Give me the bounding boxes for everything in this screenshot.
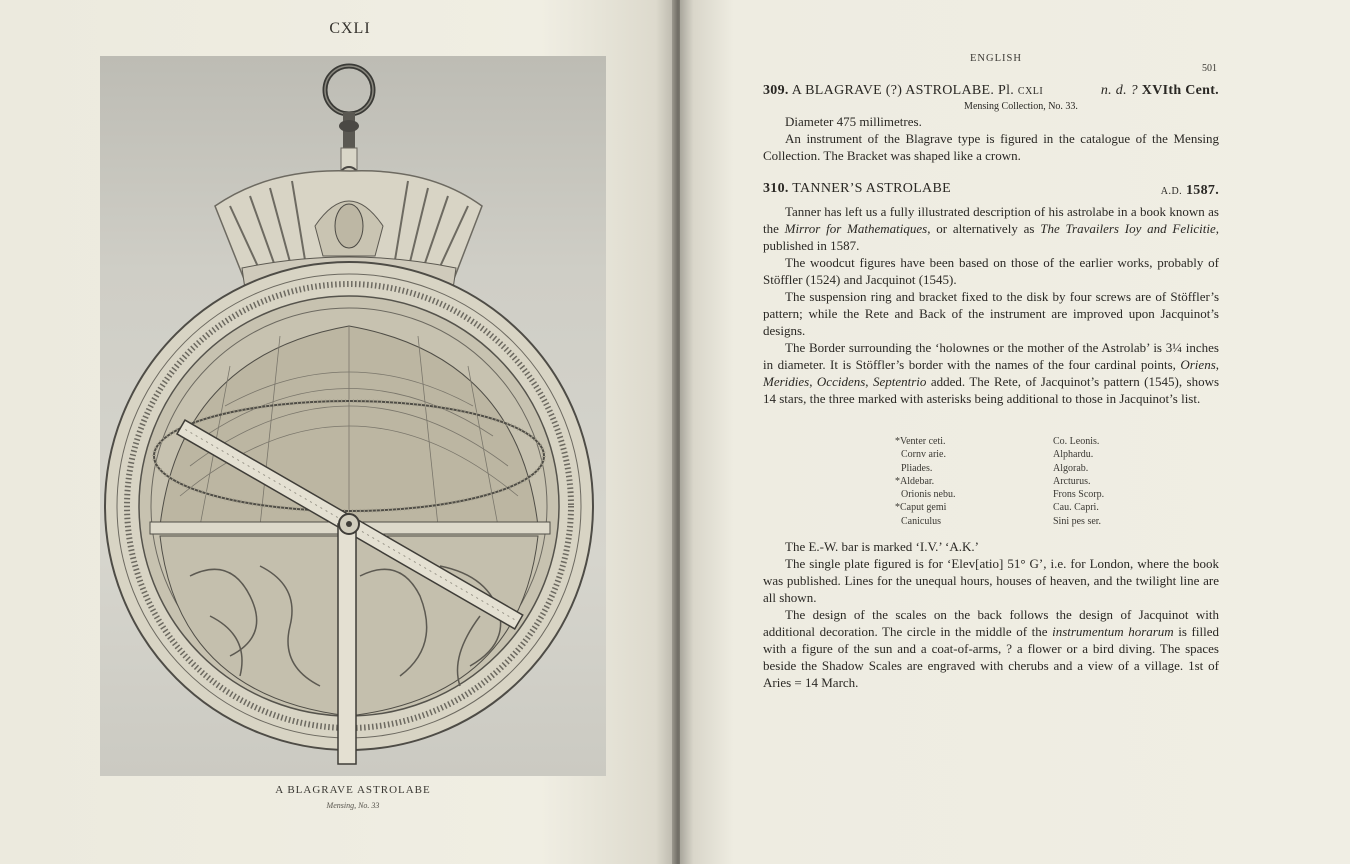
entry-309-plate-number: CXLI [1017, 86, 1044, 97]
entry-310-para-1 [763, 203, 1219, 254]
para-4-sep-1: , [1215, 357, 1219, 372]
star-item: Algorab. [1053, 462, 1089, 474]
entry-310-heading [763, 180, 1219, 197]
entry-309-date: n. d. ? [1100, 83, 1138, 98]
star-item: Cau. Capri. [1053, 502, 1099, 514]
para-4-text-b: added. The Rete, of Jacquinot’s pattern (1545), shows 14 stars, the three marked with asterisks being additional to those in Jacquinot’s list. [763, 374, 1220, 406]
para-4-sep-3: , [865, 374, 873, 389]
entry-309-number: 309. [763, 83, 789, 98]
entry-309-plate: Pl. [998, 83, 1015, 98]
entry-310-para-6: The single plate figured is for ‘Elev[atio] 51° G’, i.e. for London, where the book was published. Lines for the unequal hours, houses of heaven, and the twilight line are all shown. [763, 556, 1219, 605]
star-item: Co. Leonis. [1053, 436, 1100, 447]
book-title-travailers: The Travailers Ioy and Felicitie [1040, 221, 1216, 236]
entry-310-para-4 [763, 339, 1219, 407]
entry-310-continued [763, 538, 1219, 691]
star-item: Frons Scorp. [1053, 489, 1105, 501]
star-item: *Caput gemi [895, 502, 947, 514]
cardinal-oriens: Oriens [1180, 357, 1216, 372]
para-1-text-b: , or alternatively as [927, 221, 1041, 236]
entry-310-title: TANNER’S ASTROLABE [792, 181, 951, 196]
para-7-text-b: is filled with a figure of the sun and a coat-of-arms, ? a flower or a bird diving. The spaces beside the Shadow Scales are engraved with cherubs and a view of a village. 1st of Aries = 14 March. [763, 624, 1219, 690]
right-page [680, 0, 1350, 864]
entry-309-diameter: Diameter 475 millimetres. [785, 114, 922, 129]
para-4-text-a: The Border surrounding the ‘holownes or the mother of the Astrolab’ is 3¼ inches in diameter. It is Stöffler’s border with the names of the four cardinal points, [763, 340, 1219, 372]
entry-309-heading [763, 82, 1219, 100]
photo-subcaption: Mensing, No. 33 [326, 801, 380, 810]
star-item: *Aldebar. [895, 475, 935, 487]
term-instrumentum-horarum: instrumentum horarum [1052, 624, 1174, 639]
entry-310 [763, 180, 1219, 407]
photo-caption: A BLAGRAVE ASTROLABE [275, 784, 431, 796]
astrolabe-illustration [100, 56, 606, 776]
entry-309 [763, 82, 1219, 164]
entry-310-number: 310. [763, 181, 789, 196]
entry-310-para-5: The E.-W. bar is marked ‘I.V.’ ‘A.K.’ [785, 539, 979, 554]
book-title-mirror: Mirror for Mathematiques [784, 221, 928, 236]
para-1-text-c: , published in 1587. [763, 221, 1219, 253]
entry-309-description: An instrument of the Blagrave type is figured in the catalogue of the Mensing Collection. The Bracket was shaped like a crown. [763, 131, 1219, 163]
cardinal-septentrio: Septentrio [872, 374, 927, 389]
entry-309-title: A BLAGRAVE (?) ASTROLABE. [791, 83, 995, 98]
star-item: Cornv arie. [901, 449, 946, 461]
star-list-column-2 [1053, 435, 1173, 528]
star-item: Pliades. [901, 462, 933, 474]
star-item: Alphardu. [1053, 449, 1094, 461]
astrolabe-photo [100, 56, 606, 776]
star-item: Arcturus. [1053, 475, 1091, 487]
running-head: ENGLISH [970, 53, 1022, 64]
entry-310-para-3: The suspension ring and bracket fixed to the disk by four screws are of Stöffler’s pattern; while the Rete and Back of the instrument are improved upon Jacquinot’s designs. [763, 289, 1219, 338]
entry-310-para-7 [763, 606, 1219, 691]
star-list-column-1 [895, 435, 1015, 528]
star-item: Caniculus [901, 515, 941, 527]
plate-number: CXLI [329, 20, 371, 37]
star-item: *Venter ceti. [895, 436, 946, 447]
entry-309-century: XVIth Cent. [1141, 83, 1219, 98]
para-7-text-a: The design of the scales on the back follows the design of Jacquinot with additional decoration. The circle in the middle of the [763, 607, 1219, 639]
entry-309-collection: Mensing Collection, No. 33. [964, 101, 1078, 112]
star-item: Sini pes ser. [1053, 515, 1102, 527]
entry-310-year: 1587. [1186, 183, 1219, 198]
star-item: Orionis nebu. [901, 489, 956, 501]
entry-310-para-2: The woodcut figures have been based on those of the earlier works, probably of Stöffler (1524) and Jacquinot (1545). [763, 255, 1219, 287]
cardinal-meridies: Meridies [763, 374, 810, 389]
para-1-text-a: Tanner has left us a fully illustrated description of his astrolabe in a book known as the [763, 204, 1219, 236]
para-4-sep-2: , [809, 374, 817, 389]
page-number: 501 [1202, 63, 1217, 74]
entry-310-date-prefix: A.D. [1160, 186, 1183, 197]
cardinal-occidens: Occidens [816, 374, 866, 389]
